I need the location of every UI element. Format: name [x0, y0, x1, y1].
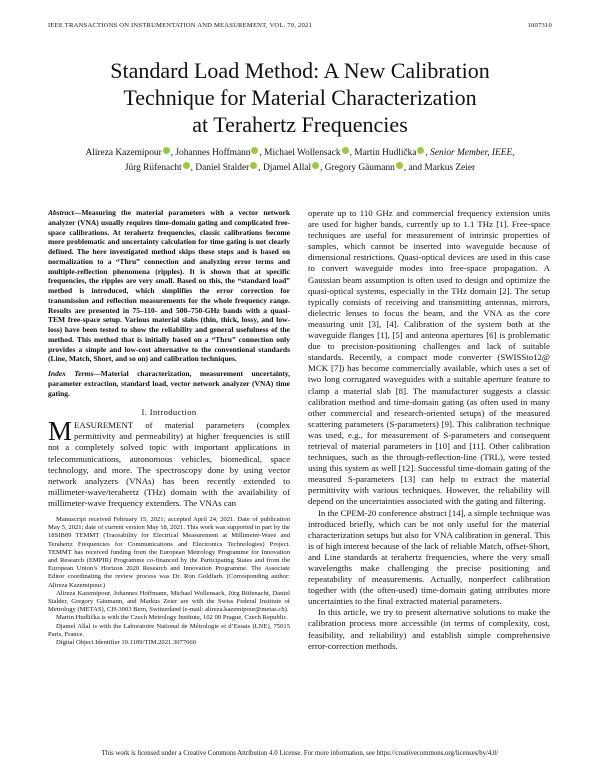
author-line-2: Jürg Rüfenacht , Daniel Stalder , Djamel Allal , Gregory Gäumann , and Markus Zeier	[124, 163, 476, 173]
index-terms	[48, 369, 290, 398]
body-paragraph: In the CPEM-20 conference abstract [14], a simple technique was introduced briefly, which can be not only useful for the material characterization setups but also for VNA calibration in general. This is of high interest because of the lack of reliable Match, offset-Short, and Line standards at terahertz frequencies, where the very small wavelengths make challenging the precise positioning and repeatability of measurements. Actually, nonperfect calibration together with (the often-used) time-domain gating attributes more uncertainties to the final extracted material parameters.	[308, 507, 550, 607]
orcid-icon[interactable]	[417, 147, 424, 154]
footnote-affiliation: Djamel Allal is with the Laboratoire National de Métrologie et d’Essais (LNE), 75015 Paris, France.	[48, 622, 290, 638]
orcid-icon[interactable]	[312, 162, 319, 169]
orcid-icon[interactable]	[251, 147, 258, 154]
author-name: and Markus Zeier	[408, 163, 476, 173]
member-grade: Senior Member, IEEE,	[430, 148, 515, 158]
author-name: Martin Hudlička	[354, 148, 417, 158]
title-line: Technique for Material Characterization	[123, 85, 477, 110]
drop-cap: M	[48, 416, 73, 447]
running-header	[48, 22, 552, 34]
index-terms-lead: Index Terms—	[48, 369, 101, 378]
author-name: Johannes Hoffmann	[175, 148, 251, 158]
author-name: Jürg Rüfenacht	[124, 163, 182, 173]
orcid-icon[interactable]	[183, 162, 190, 169]
footnotes	[48, 516, 290, 647]
left-column	[48, 208, 290, 647]
intro-text: EASUREMENT of material parameters (complex permittivity and permeability) at higher frequencies is still not a completely solved topic with important applications in telecommunications, autonomous vehicles, biomedical, space technology, and more. The spectroscopy done by using vector network analyzers (VNAs) has been recently extended to millimeter-wave/terahertz (THz) domain with the availability of millimeter-wave frequency extenders. The VNAs can	[48, 420, 290, 508]
section-heading: I. Introduction	[141, 407, 197, 418]
abstract-lead: Abstract—	[48, 208, 82, 217]
body-paragraph: In this article, we try to present alternative solutions to make the calibration process more accessible (in terms of complexity, cost, feasibility, and reliability) and establish simple comprehensive error-correction methods.	[308, 607, 550, 651]
author-name: Gregory Gäumann	[324, 163, 395, 173]
right-column	[308, 208, 550, 652]
orcid-icon[interactable]	[396, 162, 403, 169]
author-list	[50, 146, 550, 176]
abstract-text: Measuring the material parameters with a vector network analyzer (VNA) usually requires time-domain gating and complicated free-space calibrations. At terahertz frequencies, classic calibrations become more problematic and uncertainty calculation for time gating is not clearly defined. The here investigated method skips these steps and is based on normalization to a “Thru” connection and analyzing error terms and multiple-reflection phenomena (ripples). It is shown that at specific frequencies, the ripples are very small. Based on this, the “standard load” method is introduced, which simplifies the error correction for transmission and reflection measurements for the whole frequency range. Results are presented in 75–110- and 500–750-GHz bands with a quasi-TEM free-space setup. Various material slabs (thin, thick, lossy, and low-loss) have been tested to show the reliability and general usefulness of the method. This method that is initially based on a “Thru” connection only provides a simple and low-cost alternative to the conventional standards (Line, Match, Short, and so on) and calibration techniques.	[48, 208, 290, 364]
author-name: Daniel Stalder	[195, 163, 250, 173]
body-paragraph: operate up to 110 GHz and commercial frequency extension units are used for higher bands, currently up to 1.1 THz [1]. Free-space techniques are useful for measurement of intrinsic properties of samples, which cannot be inserted into waveguide because of dimensional restrictions. Quasi-optical devices are used in this case to convert waveguide modes into free-space propagation. A Gaussian beam assumption is often used to design and optimize the quasi-optical systems, especially in the THz domain [2]. The setup typically consists of receiving and transmitting antennas, mirrors, dielectric lenses to focus the beam, and the VNA as the core measuring unit [3], [4]. Calibration of the system both at the waveguide flanges [1], [5] and antenna apertures [6] is problematic due to precision-positioning challenges and lack of suitable standards. Recently, a compact mode converter (SWISSto12@ MCK [7]) has become commercially available, which uses a set of two long corrugated waveguides with a suitable aperture feature to clamp a material slab [8]. The manufacturer suggests a classic calibration method and time-domain gating (as often used in many other commercial and research-oriented setups) of the measured scattering parameters (S-parameters) [9]. This calibration technique was used, e.g., for measurement of S-parameters and consequent retrieval of material parameters in [10] and [11]. Other calibration techniques, such as the through-reflection-line (TRL), were tested using this system as well [12]. Successful time-domain gating of the measured S-parameters [13] can help to extract the material permittivity with various techniques. However, the reliability will depend on the uncertainties associated with the gating and filtering.	[308, 208, 550, 507]
footnote-affiliation: Martin Hudlička is with the Czech Metrology Institute, 102 00 Prague, Czech Republic.	[56, 614, 289, 622]
title-line: Standard Load Method: A New Calibration	[110, 58, 490, 83]
page-number: 1007310	[527, 22, 552, 29]
orcid-icon[interactable]	[342, 147, 349, 154]
title-line: at Terahertz Frequencies	[192, 112, 408, 137]
abstract	[48, 208, 290, 364]
author-name: Michael Wollensack	[264, 148, 341, 158]
footnote-affiliation: Alireza Kazemipour, Johannes Hoffmann, Michael Wollensack, Jürg Rüfenacht, Daniel Stalder, Gregory Gäumann, and Markus Zeier are with the Swiss Federal Institute of Metrology (METAS), CH-3003 Bern, Switzerland (e-mail: alireza.kazemipour@metas.ch).	[48, 589, 290, 614]
author-name: Djamel Allal	[262, 163, 312, 173]
footnote-doi: Digital Object Identifier 10.1109/TIM.2021.3077660	[56, 639, 197, 647]
index-terms-text: Material characterization, measurement uncertainty, parameter extraction, standard load, vector network analyzer (VNA) time gating.	[48, 369, 291, 398]
journal-name: IEEE TRANSACTIONS ON INSTRUMENTATION AND MEASUREMENT, VOL. 70, 2021	[48, 22, 312, 29]
author-name: Alireza Kazemipour	[85, 148, 162, 158]
license-notice: This work is licensed under a Creative Commons Attribution 4.0 License. For more information, see https://creativecommons.org/licenses/by/4.0/	[101, 750, 499, 757]
intro-paragraph	[48, 416, 290, 509]
author-line-1: Alireza Kazemipour , Johannes Hoffmann , Michael Wollensack , Martin Hudlička , Senior Member, IEEE,	[85, 148, 515, 158]
footnote-manuscript: Manuscript received February 15, 2021; accepted April 24, 2021. Date of publication May 5, 2021; date of current version May 18, 2021. This work was supported in part by the 18SIB09 TEMMT (Traceability for Electrical Measurement at Millimeter-Wave and Terahertz Frequencies for Communications and Electronics Technologies) Project. TEMMT has received funding from the European Metrology Programme for Innovation and Research (EMPIR) Programme co-financed by the Participating States and from the European Union’s Horizon 2020 Research and Innovation Programme. The Associate Editor coordinating the review process was Dr. Ron Goldfarb. (Corresponding author: Alireza Kazemipour.)	[48, 516, 290, 589]
orcid-icon[interactable]	[163, 147, 170, 154]
paper-title	[60, 57, 540, 138]
orcid-icon[interactable]	[250, 162, 257, 169]
